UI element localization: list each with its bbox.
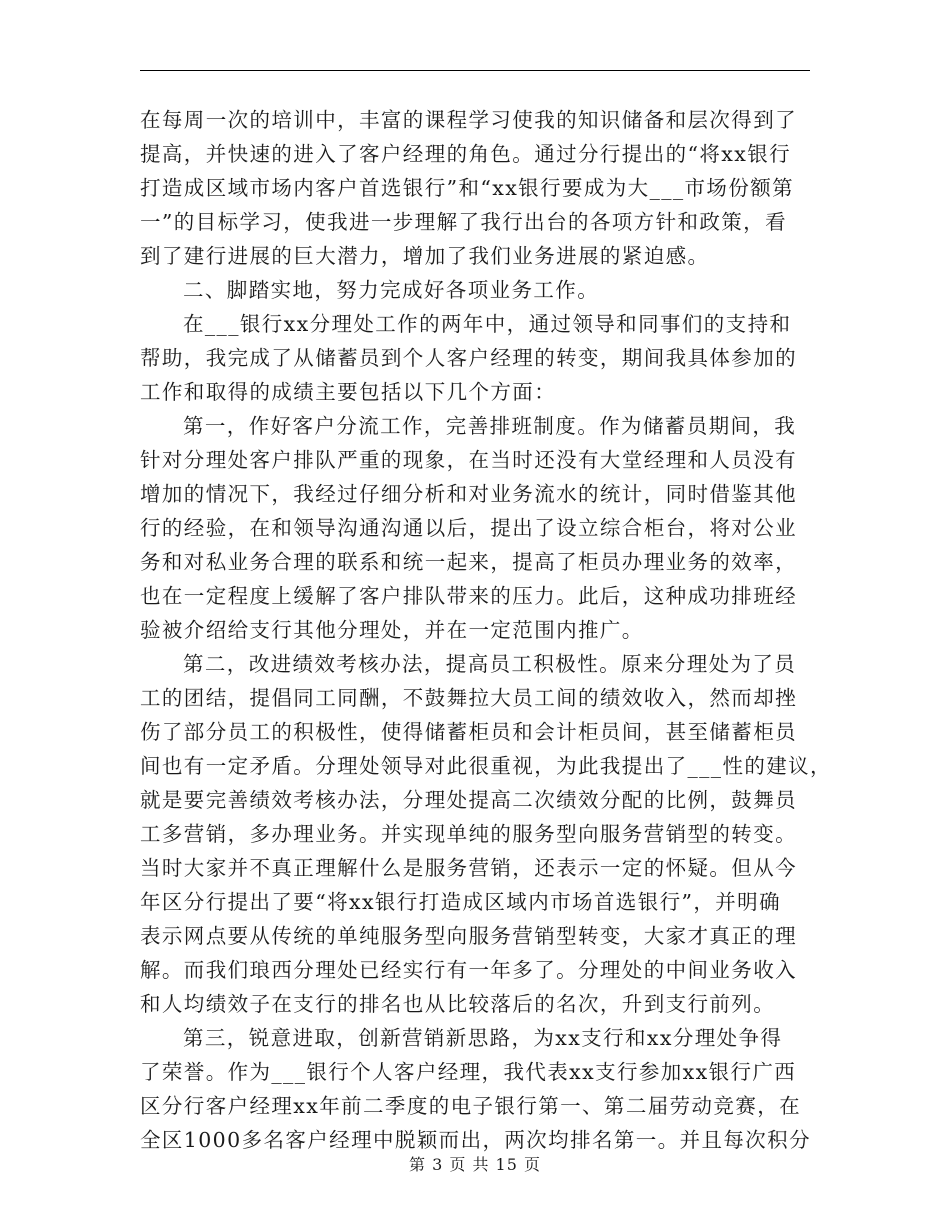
text-line: 区分行客户经理xx年前二季度的电子银行第一、第二届劳动竞赛，在 <box>140 1094 802 1118</box>
text-line: 在每周一次的培训中，丰富的课程学习使我的知识储备和层次得到了 <box>140 108 797 132</box>
text-line: 工作和取得的成绩主要包括以下几个方面： <box>140 380 557 404</box>
text-line: 也在一定程度上缓解了客户排队带来的压力。此后，这种成功排班经 <box>140 584 797 608</box>
text-line: 表示网点要从传统的单纯服务型向服务营销型转变，大家才真正的理 <box>140 924 797 948</box>
text-line: 全区1000多名客户经理中脱颖而出，两次均排名第一。并且每次积分 <box>140 1128 811 1152</box>
text-line: 打造成区域市场内客户首选银行”和“xx银行要成为大___市场份额第 <box>140 176 795 200</box>
section-heading: 二、脚踏实地，努力完成好各项业务工作。 <box>183 278 600 302</box>
text-line: 解。而我们琅西分理处已经实行有一年多了。分理处的中间业务收入 <box>140 958 797 982</box>
text-line: 到了建行进展的巨大潜力，增加了我们业务进展的紧迫感。 <box>140 244 710 268</box>
text-line: 就是要完善绩效考核办法，分理处提高二次绩效分配的比例，鼓舞员 <box>140 788 797 812</box>
text-line: 第三，锐意进取，创新营销新思路，为xx支行和xx分理处争得 <box>183 1026 783 1050</box>
text-line: 和人均绩效子在支行的排名也从比较落后的名次，升到支行前列。 <box>140 992 776 1016</box>
text-line: 针对分理处客户排队严重的现象，在当时还没有大堂经理和人员没有 <box>140 448 797 472</box>
text-line: 伤了部分员工的积极性，使得储蓄柜员和会计柜员间，甚至储蓄柜员 <box>140 720 797 744</box>
page-number: 第 3 页 共 15 页 <box>409 1155 541 1174</box>
text-line: 行的经验，在和领导沟通沟通以后，提出了设立综合柜台，将对公业 <box>140 516 797 540</box>
text-line: 帮助，我完成了从储蓄员到个人客户经理的转变，期间我具体参加的 <box>140 346 797 370</box>
header-rule <box>140 70 810 71</box>
text-line: 验被介绍给支行其他分理处，并在一定范围内推广。 <box>140 618 644 642</box>
text-line: 了荣誉。作为___银行个人客户经理，我代表xx支行参加xx银行广西 <box>140 1060 797 1084</box>
text-line: 在___银行xx分理处工作的两年中，通过领导和同事们的支持和 <box>183 312 792 336</box>
text-line: 年区分行提出了要“将xx银行打造成区域内市场首选银行”，并明确 <box>140 890 781 914</box>
text-line: 工的团结，提倡同工同酬，不鼓舞拉大员工间的绩效收入，然而却挫 <box>140 686 797 710</box>
text-line: 增加的情况下，我经过仔细分析和对业务流水的统计，同时借鉴其他 <box>140 482 797 506</box>
text-line: 当时大家并不真正理解什么是服务营销，还表示一定的怀疑。但从今 <box>140 856 797 880</box>
text-line: 工多营销，多办理业务。并实现单纯的服务型向服务营销型的转变。 <box>140 822 797 846</box>
text-line: 一”的目标学习，使我进一步理解了我行出台的各项方针和政策，看 <box>140 210 787 234</box>
text-line: 务和对私业务合理的联系和统一起来，提高了柜员办理业务的效率， <box>140 550 797 574</box>
text-line: 间也有一定矛盾。分理处领导对此很重视，为此我提出了___性的建议， <box>140 754 832 778</box>
text-line: 提高，并快速的进入了客户经理的角色。通过分行提出的“将xx银行 <box>140 142 792 166</box>
text-line: 第二，改进绩效考核办法，提高员工积极性。原来分理处为了员 <box>183 652 797 676</box>
text-line: 第一，作好客户分流工作，完善排班制度。作为储蓄员期间，我 <box>183 414 797 438</box>
